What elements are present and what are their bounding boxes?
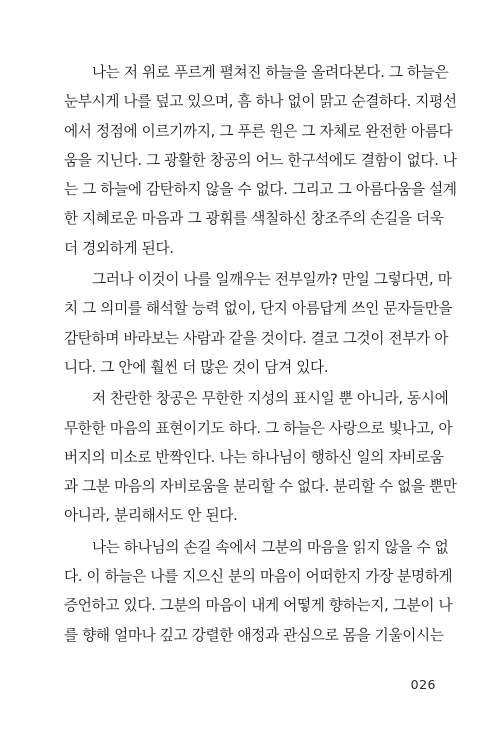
text-line: 증언하고 있다. 그분의 마음이 내게 어떻게 향하는지, 그분이 나 [64,597,453,615]
text-line: 에서 정점에 이르기까지, 그 푸른 원은 그 자체로 완전한 아름다 [64,122,453,140]
text-line: 감탄하며 바라보는 사람과 같을 것이다. 결코 그것이 전부가 아 [64,329,448,347]
paragraph-4 [64,533,453,650]
text-line: 버지의 미소로 반짝인다. 나는 하나님이 행하신 일의 자비로움 [64,448,444,466]
text-line: 그러나 이것이 나를 일깨우는 전부일까? 만일 그렇다면, 마 [92,271,452,289]
text-line: 눈부시게 나를 덮고 있으며, 흠 하나 없이 맑고 순결하다. 지평선 [64,93,457,111]
text-line: 무한한 마음의 표현이기도 하다. 그 하늘은 사랑으로 빛나고, 아 [64,419,453,437]
paragraph-3 [64,384,457,530]
text-line: 치 그 의미를 해석할 능력 없이, 단지 아름답게 쓰인 문자들만을 [64,300,453,318]
text-line: 과 그분 마음의 자비로움을 분리할 수 없다. 분리할 수 없을 뿐만 [64,478,457,496]
text-line: 를 향해 얼마나 깊고 강렬한 애정과 관심으로 몸을 기울이시는 [64,626,444,644]
text-line: 나는 저 위로 푸르게 펼쳐진 하늘을 올려다본다. 그 하늘은 [92,64,449,81]
text-line: 아니라, 분리해서도 안 된다. [64,507,238,525]
body-text [64,58,457,650]
page-number: 026 [410,677,436,692]
text-line: 움을 지닌다. 그 광활한 창공의 어느 한구석에도 결함이 없다. 나 [64,151,457,169]
text-line: 더 경외하게 된다. [64,239,174,257]
text-line: 저 찬란한 창공은 무한한 지성의 표시일 뿐 아니라, 동시에 [92,390,449,408]
text-line: 는 그 하늘에 감탄하지 않을 수 없다. 그리고 그 아름다움을 설계 [64,181,457,199]
text-line: 나는 하나님의 손길 속에서 그분의 마음을 읽지 않을 수 없 [92,538,449,556]
text-line: 니다. 그 안에 훨씬 더 많은 것이 담겨 있다. [64,358,329,376]
paragraph-2 [64,265,453,382]
paragraph-1 [64,58,457,263]
text-line: 한 지혜로운 마음과 그 광휘를 색칠하신 창조주의 손길을 더욱 [64,210,444,228]
text-line: 다. 이 하늘은 나를 지으신 분의 마음이 어떠한지 가장 분명하게 [64,568,453,586]
